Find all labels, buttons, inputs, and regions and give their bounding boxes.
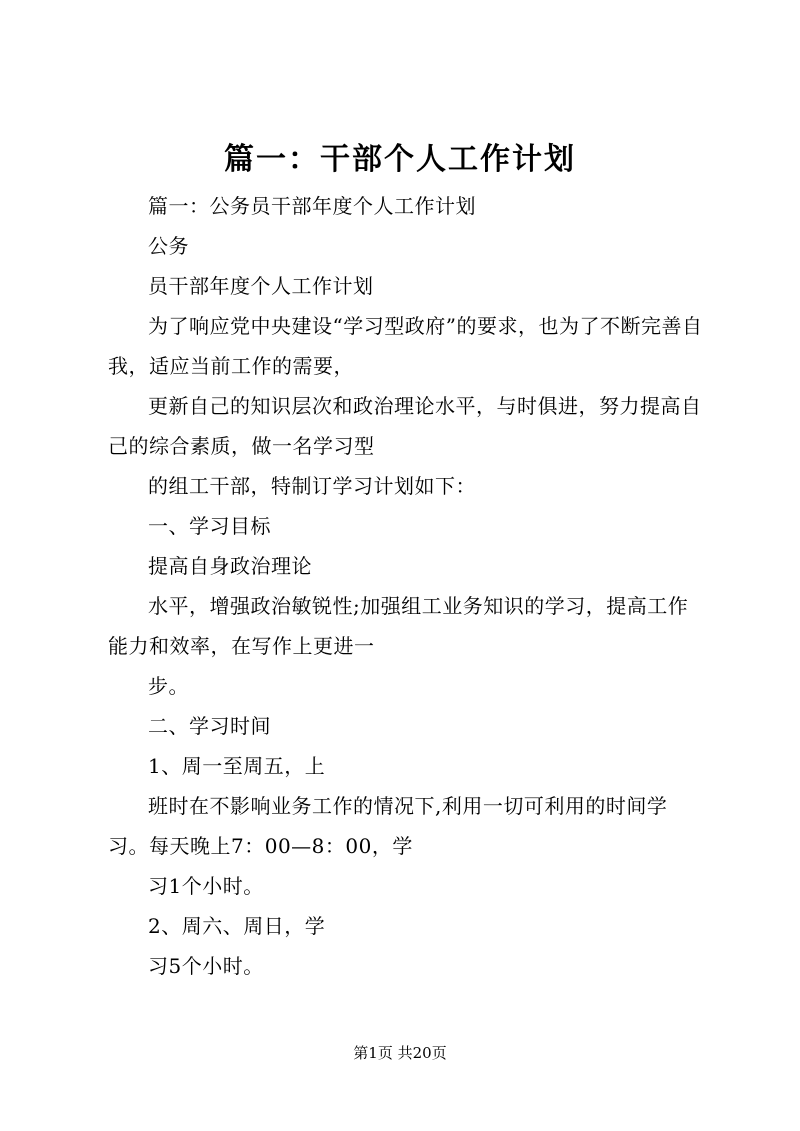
page-footer: 第1页 共20页 bbox=[353, 1044, 447, 1062]
paragraph: 2、周六、周日，学 bbox=[148, 914, 326, 938]
paragraph: 公务 bbox=[148, 234, 189, 258]
paragraph: 更新自己的知识层次和政治理论水平，与时俱进，努力提高自己的综合素质，做一名学习型 bbox=[108, 394, 702, 458]
paragraph: 班时在不影响业务工作的情况下,利用一切可利用的时间学习。每天晚上7：00—8：00，学 bbox=[108, 794, 668, 858]
paragraph: 的组工干部，特制订学习计划如下： bbox=[148, 474, 476, 498]
paragraph: 水平，增强政治敏锐性;加强组工业务知识的学习，提高工作能力和效率，在写作上更进一 bbox=[108, 594, 689, 658]
paragraph: 为了响应党中央建设“学习型政府”的要求，也为了不断完善自我，适应当前工作的需要， bbox=[108, 314, 703, 378]
section-heading-time: 二、学习时间 bbox=[148, 714, 271, 738]
paragraph: 习5个小时。 bbox=[148, 954, 264, 978]
paragraph: 员干部年度个人工作计划 bbox=[148, 274, 374, 298]
paragraph: 习1个小时。 bbox=[148, 874, 264, 898]
document-body bbox=[108, 186, 708, 986]
paragraph: 提高自身政治理论 bbox=[148, 554, 312, 578]
document-title: 篇一：干部个人工作计划 bbox=[224, 142, 576, 177]
paragraph: 步。 bbox=[148, 674, 189, 698]
paragraph-subtitle: 篇一：公务员干部年度个人工作计划 bbox=[148, 194, 476, 218]
paragraph: 1、周一至周五，上 bbox=[148, 754, 326, 778]
section-heading-goals: 一、学习目标 bbox=[148, 514, 271, 538]
